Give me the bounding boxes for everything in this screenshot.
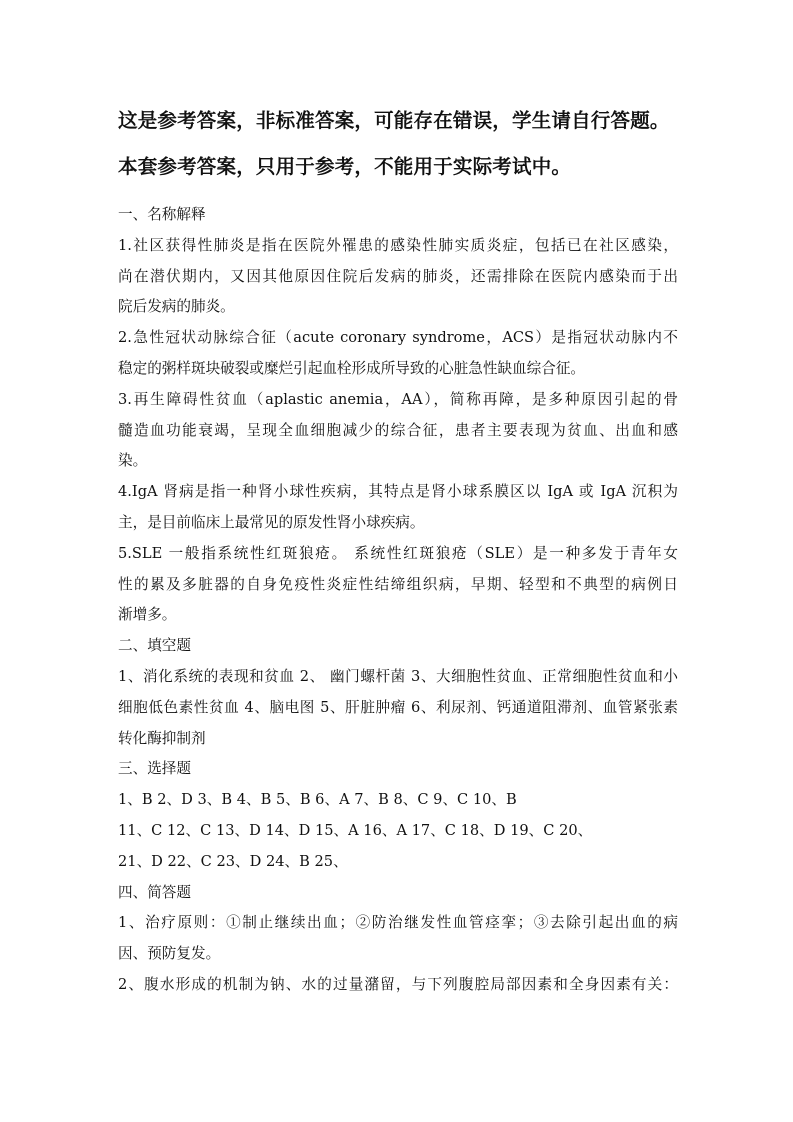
definition-3-line-2: 髓造血功能衰竭，呈现全血细胞减少的综合征，患者主要表现为贫血、出血和感 <box>118 421 678 439</box>
definition-1-line-2: 尚在潜伏期内，又因其他原因住院后发病的肺炎，还需排除在医院内感染而于出 <box>118 267 678 285</box>
definition-5-line-2: 性的累及多脏器的自身免疫性炎症性结缔组织病，早期、轻型和不典型的病例日 <box>118 575 678 593</box>
fill-blank-line-1: 1、消化系统的表现和贫血 2、 幽门螺杆菌 3、大细胞性贫血、正常细胞性贫血和小 <box>118 667 678 685</box>
section-heading-short-answer: 四、简答题 <box>118 883 191 901</box>
disclaimer-line-2: 本套参考答案，只用于参考，不能用于实际考试中。 <box>118 155 572 178</box>
definition-4-line-1: 4.IgA 肾病是指一种肾小球性疾病，其特点是肾小球系膜区以 IgA 或 IgA 沉积为 <box>118 483 678 501</box>
definition-1-line-1: 1.社区获得性肺炎是指在医院外罹患的感染性肺实质炎症，包括已在社区感染， <box>118 236 678 254</box>
choice-answers-line-3: 21、D 22、C 23、D 24、B 25、 <box>118 852 348 870</box>
definition-3-line-1: 3.再生障碍性贫血（aplastic anemia，AA），简称再障，是多种原因引起的骨 <box>118 390 678 408</box>
definition-2-line-2: 稳定的粥样斑块破裂或糜烂引起血栓形成所导致的心脏急性缺血综合征。 <box>118 359 586 377</box>
disclaimer-line-1: 这是参考答案，非标准答案，可能存在错误，学生请自行答题。 <box>118 109 670 132</box>
definition-1-line-3: 院后发病的肺炎。 <box>118 298 235 316</box>
short-answer-line-1: 1、治疗原则：①制止继续出血；②防治继发性血管痉挛；③去除引起出血的病 <box>118 914 678 932</box>
definition-5-line-1: 5.SLE 一般指系统性红斑狼疮。 系统性红斑狼疮（SLE）是一种多发于青年女 <box>118 544 678 562</box>
section-heading-fill-blank: 二、填空题 <box>118 637 191 655</box>
short-answer-line-2: 因、预防复发。 <box>118 945 221 963</box>
choice-answers-line-2: 11、C 12、C 13、D 14、D 15、A 16、A 17、C 18、D 19、C 20、 <box>118 821 593 839</box>
short-answer-line-3: 2、腹水形成的机制为钠、水的过量潴留，与下列腹腔局部因素和全身因素有关： <box>118 975 678 993</box>
fill-blank-line-2: 细胞低色素性贫血 4、脑电图 5、肝脏肿瘤 6、利尿剂、钙通道阻滞剂、血管紧张素 <box>118 698 678 716</box>
choice-answers-line-1: 1、B 2、D 3、B 4、B 5、B 6、A 7、B 8、C 9、C 10、B <box>118 791 517 809</box>
definition-2-line-1: 2.急性冠状动脉综合征（acute coronary syndrome，ACS）是指冠状动脉内不 <box>118 329 678 347</box>
fill-blank-line-3: 转化酶抑制剂 <box>118 729 206 747</box>
answer-body <box>118 200 678 1001</box>
section-heading-definitions: 一、名称解释 <box>118 206 206 223</box>
disclaimer-header <box>118 98 678 190</box>
section-heading-multiple-choice: 三、选择题 <box>118 760 191 778</box>
definition-3-line-3: 染。 <box>118 452 148 470</box>
definition-4-line-2: 主，是目前临床上最常见的原发性肾小球疾病。 <box>118 513 425 531</box>
definition-5-line-3: 渐增多。 <box>118 606 177 624</box>
